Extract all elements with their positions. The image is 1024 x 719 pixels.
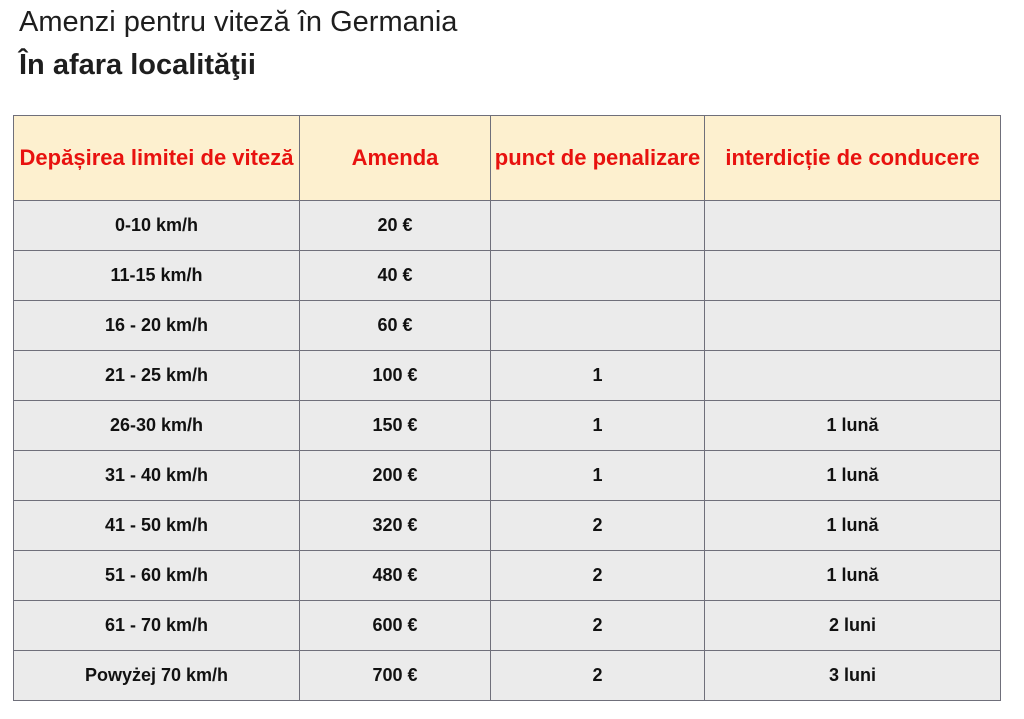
cell-penalty-points: 2 bbox=[491, 651, 705, 701]
cell-fine: 100 € bbox=[300, 351, 491, 401]
header-speed-excess: Depășirea limitei de viteză bbox=[14, 116, 300, 201]
table-row bbox=[14, 451, 1001, 501]
cell-speed-excess: Powyżej 70 km/h bbox=[14, 651, 300, 701]
cell-driving-ban bbox=[705, 251, 1001, 301]
cell-penalty-points: 2 bbox=[491, 501, 705, 551]
cell-fine: 480 € bbox=[300, 551, 491, 601]
header-driving-ban: interdicție de conducere bbox=[705, 116, 1001, 201]
cell-speed-excess: 41 - 50 km/h bbox=[14, 501, 300, 551]
header-penalty-points: punct de penalizare bbox=[491, 116, 705, 201]
cell-driving-ban: 1 lună bbox=[705, 401, 1001, 451]
table-row bbox=[14, 651, 1001, 701]
table-row bbox=[14, 551, 1001, 601]
cell-speed-excess: 61 - 70 km/h bbox=[14, 601, 300, 651]
header-fine: Amenda bbox=[300, 116, 491, 201]
table-row bbox=[14, 201, 1001, 251]
cell-fine: 320 € bbox=[300, 501, 491, 551]
cell-penalty-points: 2 bbox=[491, 551, 705, 601]
cell-speed-excess: 0-10 km/h bbox=[14, 201, 300, 251]
cell-penalty-points bbox=[491, 301, 705, 351]
page-subtitle: În afara localităţii bbox=[19, 49, 256, 81]
cell-penalty-points bbox=[491, 251, 705, 301]
table-header-row bbox=[14, 116, 1001, 201]
table-row bbox=[14, 251, 1001, 301]
cell-fine: 60 € bbox=[300, 301, 491, 351]
table-row bbox=[14, 501, 1001, 551]
cell-driving-ban: 3 luni bbox=[705, 651, 1001, 701]
table-row bbox=[14, 401, 1001, 451]
cell-penalty-points bbox=[491, 201, 705, 251]
page-title: Amenzi pentru viteză în Germania bbox=[19, 6, 458, 38]
cell-speed-excess: 16 - 20 km/h bbox=[14, 301, 300, 351]
cell-penalty-points: 2 bbox=[491, 601, 705, 651]
table-row bbox=[14, 601, 1001, 651]
cell-driving-ban bbox=[705, 351, 1001, 401]
cell-driving-ban bbox=[705, 201, 1001, 251]
cell-speed-excess: 31 - 40 km/h bbox=[14, 451, 300, 501]
cell-speed-excess: 11-15 km/h bbox=[14, 251, 300, 301]
table-row bbox=[14, 351, 1001, 401]
cell-penalty-points: 1 bbox=[491, 451, 705, 501]
cell-fine: 40 € bbox=[300, 251, 491, 301]
speeding-fines-table bbox=[13, 115, 1001, 701]
cell-driving-ban: 1 lună bbox=[705, 501, 1001, 551]
cell-penalty-points: 1 bbox=[491, 401, 705, 451]
cell-penalty-points: 1 bbox=[491, 351, 705, 401]
cell-speed-excess: 21 - 25 km/h bbox=[14, 351, 300, 401]
cell-driving-ban bbox=[705, 301, 1001, 351]
cell-fine: 200 € bbox=[300, 451, 491, 501]
cell-fine: 150 € bbox=[300, 401, 491, 451]
cell-driving-ban: 2 luni bbox=[705, 601, 1001, 651]
cell-driving-ban: 1 lună bbox=[705, 451, 1001, 501]
cell-fine: 20 € bbox=[300, 201, 491, 251]
cell-speed-excess: 26-30 km/h bbox=[14, 401, 300, 451]
cell-fine: 700 € bbox=[300, 651, 491, 701]
cell-fine: 600 € bbox=[300, 601, 491, 651]
table-row bbox=[14, 301, 1001, 351]
cell-speed-excess: 51 - 60 km/h bbox=[14, 551, 300, 601]
cell-driving-ban: 1 lună bbox=[705, 551, 1001, 601]
